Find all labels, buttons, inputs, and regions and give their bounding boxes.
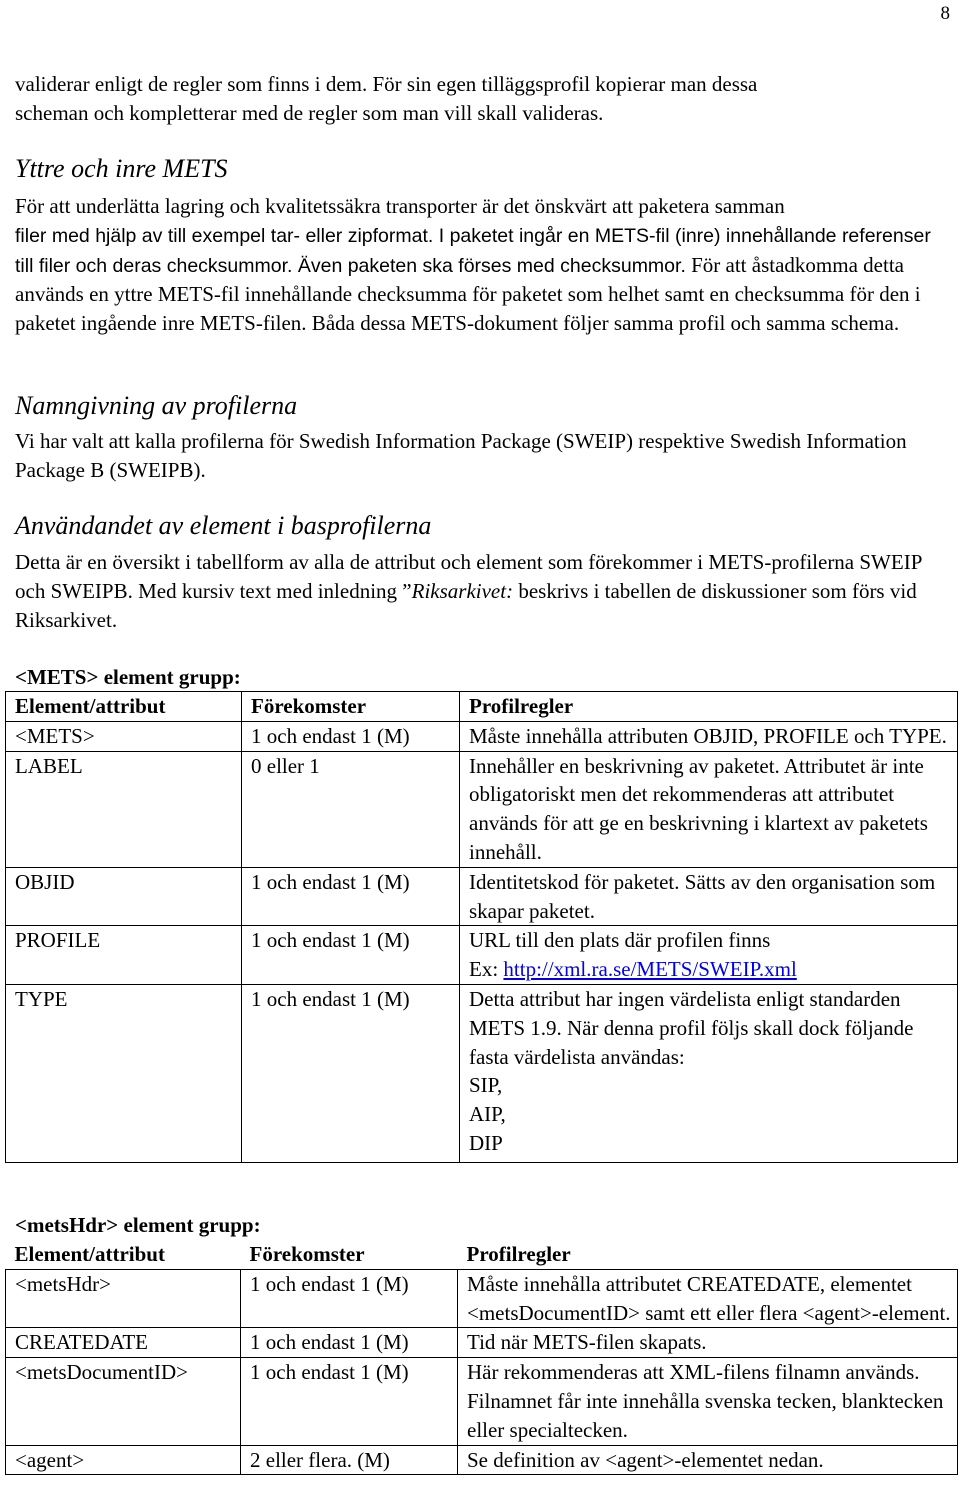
table-row bbox=[6, 1358, 958, 1445]
element-cell: <metsHdr> bbox=[6, 1269, 241, 1328]
paragraph-namngivning: Vi har valt att kalla profilerna för Swedish Information Package (SWEIP) respektive Swedish Information Package B (SWEIPB). bbox=[15, 429, 907, 482]
yttre-line-1: För att underlätta lagring och kvalitetssäkra transporter är det önskvärt att paketera samman bbox=[15, 194, 785, 218]
occurrence-cell: 1 och endast 1 (M) bbox=[242, 984, 460, 1162]
column-header-rules: Profilregler bbox=[458, 1240, 958, 1269]
element-cell: <metsDocumentID> bbox=[6, 1358, 241, 1445]
paragraph-yttre-inre-mets bbox=[15, 192, 950, 338]
value-list-item: AIP, bbox=[469, 1102, 506, 1127]
heading-anvandandet: Användandet av element i basprofilerna bbox=[15, 511, 432, 540]
occurrence-cell: 1 och endast 1 (M) bbox=[242, 721, 460, 751]
rule-example-prefix: Ex: bbox=[469, 957, 504, 982]
element-cell: TYPE bbox=[6, 984, 242, 1162]
rule-cell bbox=[460, 926, 958, 985]
anvandandet-italic-riksarkivet: Riksarkivet: bbox=[411, 578, 514, 603]
table-row bbox=[6, 926, 958, 985]
table-row bbox=[6, 1328, 958, 1358]
heading-yttre-inre-mets: Yttre och inre METS bbox=[15, 154, 228, 183]
occurrence-cell: 1 och endast 1 (M) bbox=[242, 926, 460, 985]
occurrence-cell: 1 och endast 1 (M) bbox=[241, 1328, 458, 1358]
profile-url-link[interactable]: http://xml.ra.se/METS/SWEIP.xml bbox=[503, 957, 797, 982]
table-header-row bbox=[6, 1240, 958, 1269]
rule-cell: Måste innehålla attributen OBJID, PROFILE och TYPE. bbox=[460, 721, 958, 751]
element-cell: <METS> bbox=[6, 721, 242, 751]
rule-cell: Identitetskod för paketet. Sätts av den organisation som skapar paketet. bbox=[460, 867, 958, 926]
metshdr-group-title: <metsHdr> element grupp: bbox=[15, 1213, 261, 1237]
intro-line-1: validerar enligt de regler som finns i dem. För sin egen tilläggsprofil kopierar man dessa bbox=[15, 72, 758, 96]
mets-group-title: <METS> element grupp: bbox=[15, 665, 241, 689]
occurrence-cell: 1 och endast 1 (M) bbox=[241, 1269, 458, 1328]
table-row bbox=[6, 751, 958, 867]
occurrence-cell: 0 eller 1 bbox=[242, 751, 460, 867]
occurrence-cell: 2 eller flera. (M) bbox=[241, 1445, 458, 1475]
element-cell: <agent> bbox=[6, 1445, 241, 1475]
anvandandet-text-before: Detta är en översikt i tabellform av alla de attribut och element som förekommer i METS-profilerna SWEIP och SWEIPB. Med kursiv text med inledning ” bbox=[15, 550, 922, 603]
table-row bbox=[6, 721, 958, 751]
rule-text: Detta attribut har ingen värdelista enligt standarden METS 1.9. När denna profil följs skall dock följande fasta värdelista användas: bbox=[469, 986, 914, 1069]
mets-element-table bbox=[5, 691, 958, 1163]
rule-cell: Måste innehålla attributet CREATEDATE, elementet <metsDocumentID> samt ett eller flera <agent>-element. bbox=[458, 1269, 958, 1328]
column-header-occurrence: Förekomster bbox=[242, 692, 460, 722]
table-row bbox=[6, 1445, 958, 1475]
element-cell: CREATEDATE bbox=[6, 1328, 241, 1358]
rule-cell: Innehåller en beskrivning av paketet. Attributet är inte obligatoriskt men det rekommenderas att attributet används för att ge en beskrivning i klartext av paketets innehåll. bbox=[460, 751, 958, 867]
intro-line-2: scheman och kompletterar med de regler som man vill skall valideras. bbox=[15, 100, 604, 125]
column-header-rules: Profilregler bbox=[460, 692, 958, 722]
element-cell: LABEL bbox=[6, 751, 242, 867]
rule-cell: Se definition av <agent>-elementet nedan. bbox=[458, 1445, 958, 1475]
occurrence-cell: 1 och endast 1 (M) bbox=[242, 867, 460, 926]
table-row bbox=[6, 1269, 958, 1328]
table-header-row bbox=[6, 692, 958, 722]
rule-cell: Tid när METS-filen skapats. bbox=[458, 1328, 958, 1358]
yttre-sans-text: filer med hjälp av till exempel tar- eller zipformat. I paketet ingår en METS-fil (inre) innehållande referenser till filer och deras checksummor. Även paketen ska förses med checksummor. bbox=[15, 224, 931, 277]
rule-cell bbox=[460, 984, 958, 1162]
anvandandet-text-after: beskrivs i tabellen de diskussioner som förs vid Riksarkivet. bbox=[15, 578, 917, 632]
occurrence-cell: 1 och endast 1 (M) bbox=[241, 1358, 458, 1445]
value-list-item: DIP bbox=[469, 1130, 503, 1155]
intro-paragraph bbox=[15, 70, 950, 128]
metshdr-element-table bbox=[5, 1240, 958, 1475]
page-number: 8 bbox=[940, 3, 950, 24]
rule-cell: Här rekommenderas att XML-filens filnamn används. Filnamnet får inte innehålla svenska tecken, blanktecken eller specialtecken. bbox=[458, 1358, 958, 1445]
column-header-element: Element/attribut bbox=[6, 692, 242, 722]
table-row bbox=[6, 867, 958, 926]
yttre-rest-text: För att åstadkomma detta används en yttre METS-fil innehållande checksumma för paketet som helhet samt en checksumma för den i paketet ingående inre METS-filen. Båda dessa METS-dokument följer samma profil och samma schema. bbox=[15, 252, 921, 336]
column-header-occurrence: Förekomster bbox=[241, 1240, 458, 1269]
paragraph-anvandandet bbox=[15, 548, 950, 634]
element-cell: PROFILE bbox=[6, 926, 242, 985]
table-row bbox=[6, 984, 958, 1162]
rule-text: URL till den plats där profilen finns bbox=[469, 928, 771, 953]
heading-namngivning: Namngivning av profilerna bbox=[15, 391, 298, 420]
value-list-item: SIP, bbox=[469, 1073, 503, 1098]
column-header-element: Element/attribut bbox=[6, 1240, 241, 1269]
element-cell: OBJID bbox=[6, 867, 242, 926]
